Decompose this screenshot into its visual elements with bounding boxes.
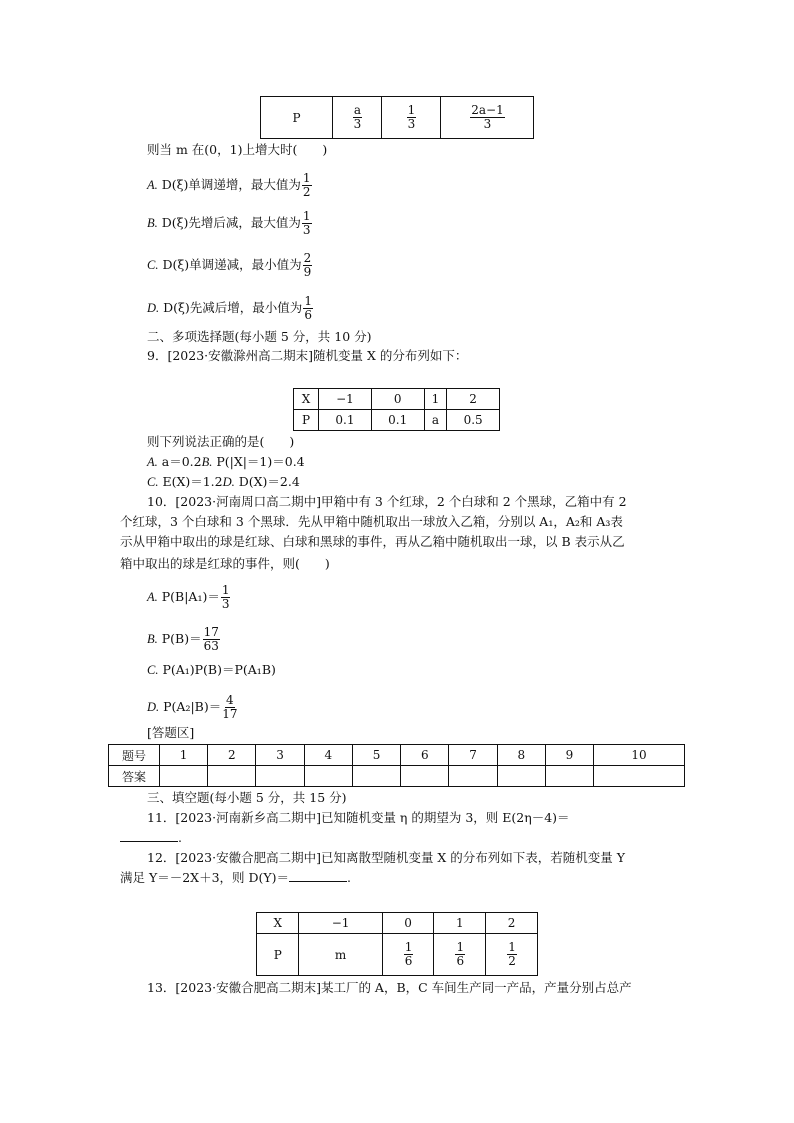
section-2-heading: 二、多项选择题(每小题 5 分，共 10 分) — [147, 329, 372, 344]
q8-option-c: C. D(ξ)单调递减，最小值为 $\frac{2}{9}$ — [147, 251, 312, 279]
fraction: $\frac{1}{3}$ — [407, 103, 416, 131]
answer-cell[interactable] — [401, 766, 449, 787]
q9-options-ab: A. a＝0.2B. P(|X|＝1)＝0.4 — [147, 454, 305, 469]
q8-stem: 则当 m 在(0，1)上增大时( ) — [147, 142, 328, 157]
question-number: 9 — [545, 745, 593, 766]
answer-cell[interactable] — [497, 766, 545, 787]
q10-option-b: B. P(B)＝ $\frac{17}{63}$ — [147, 625, 219, 653]
q10-option-c: C. P(A₁)P(B)＝P(A₁B) — [147, 662, 276, 677]
q10-stem-line: 个红球，3 个白球和 3 个黑球．先从甲箱中随机取出一球放入乙箱，分别以 A₁，A₂和 A₃表 — [120, 514, 623, 529]
answer-cell[interactable] — [352, 766, 400, 787]
fraction: $\frac{a}{3}$ — [353, 103, 362, 131]
answer-table: 题号 1 2 3 4 5 6 7 8 9 10 答案 — [108, 744, 685, 787]
q8-distribution-table — [260, 96, 534, 139]
answer-cell[interactable] — [449, 766, 497, 787]
q9-options-cd: C. E(X)＝1.2D. D(X)＝2.4 — [147, 474, 300, 489]
row-label: P — [261, 97, 333, 139]
q9-distribution-table: X −1 0 1 2 P 0.1 0.1 a 0.5 — [293, 388, 500, 431]
q10-option-a: A. P(B|A₁)＝ $\frac{1}{3}$ — [147, 583, 230, 611]
q13-text: 13．[2023·安徽合肥高二期末]某工厂的 A，B，C 车间生产同一产品，产量分别占总产 — [147, 980, 632, 995]
question-number: 2 — [208, 745, 256, 766]
q8-option-a: A. D(ξ)单调递增，最大值为 $\frac{1}{2}$ — [147, 171, 311, 199]
answer-cell[interactable] — [160, 766, 208, 787]
question-number: 10 — [594, 745, 685, 766]
q11-answer-blank[interactable]: . — [120, 829, 182, 847]
question-number: 4 — [304, 745, 352, 766]
answer-cell[interactable] — [304, 766, 352, 787]
q9-stem: 9．[2023·安徽滁州高二期末]随机变量 X 的分布列如下： — [147, 348, 468, 363]
q12-line-2: 满足 Y＝－2X＋3，则 D(Y)＝ . — [120, 870, 352, 885]
q8-option-d: D. D(ξ)先减后增，最小值为 $\frac{1}{6}$ — [147, 294, 312, 322]
q9-question: 则下列说法正确的是( ) — [147, 434, 295, 449]
q11-text: 11．[2023·河南新乡高二期中]已知随机变量 η 的期望为 3，则 E(2η－4)＝ — [147, 810, 570, 825]
q10-stem-line: 箱中取出的球是红球的事件，则( ) — [120, 556, 330, 571]
q12-line-1: 12．[2023·安徽合肥高二期中]已知离散型随机变量 X 的分布列如下表，若随机变量 Y — [147, 850, 626, 865]
answer-cell[interactable] — [256, 766, 304, 787]
answer-cell[interactable] — [208, 766, 256, 787]
q10-option-d: D. P(A₂|B)＝ $\frac{4}{17}$ — [147, 693, 238, 721]
question-number: 8 — [497, 745, 545, 766]
answer-area-title: [答题区] — [147, 725, 195, 740]
answer-cell[interactable] — [545, 766, 593, 787]
q8-option-b: B. D(ξ)先增后减，最大值为 $\frac{1}{3}$ — [147, 209, 311, 237]
q12-answer-blank[interactable] — [289, 869, 347, 882]
fraction: $\frac{2a-1}{3}$ — [471, 103, 504, 131]
q10-stem-line: 示从甲箱中取出的球是红球、白球和黑球的事件，再从乙箱中随机取出一球，以 B 表示从乙 — [120, 534, 625, 549]
section-3-heading: 三、填空题(每小题 5 分，共 15 分) — [147, 790, 347, 805]
question-number: 3 — [256, 745, 304, 766]
answer-cell[interactable] — [594, 766, 685, 787]
q10-stem-line: 10．[2023·河南周口高二期中]甲箱中有 3 个红球，2 个白球和 2 个黑球，乙箱中有 2 — [147, 494, 627, 509]
question-number: 5 — [352, 745, 400, 766]
q12-distribution-table: X −1 0 1 2 P m $\frac{1}{6}$ $\frac{1}{6}$ $\frac{1}{2}$ — [256, 912, 538, 976]
question-number: 7 — [449, 745, 497, 766]
question-number: 1 — [160, 745, 208, 766]
question-number: 6 — [401, 745, 449, 766]
